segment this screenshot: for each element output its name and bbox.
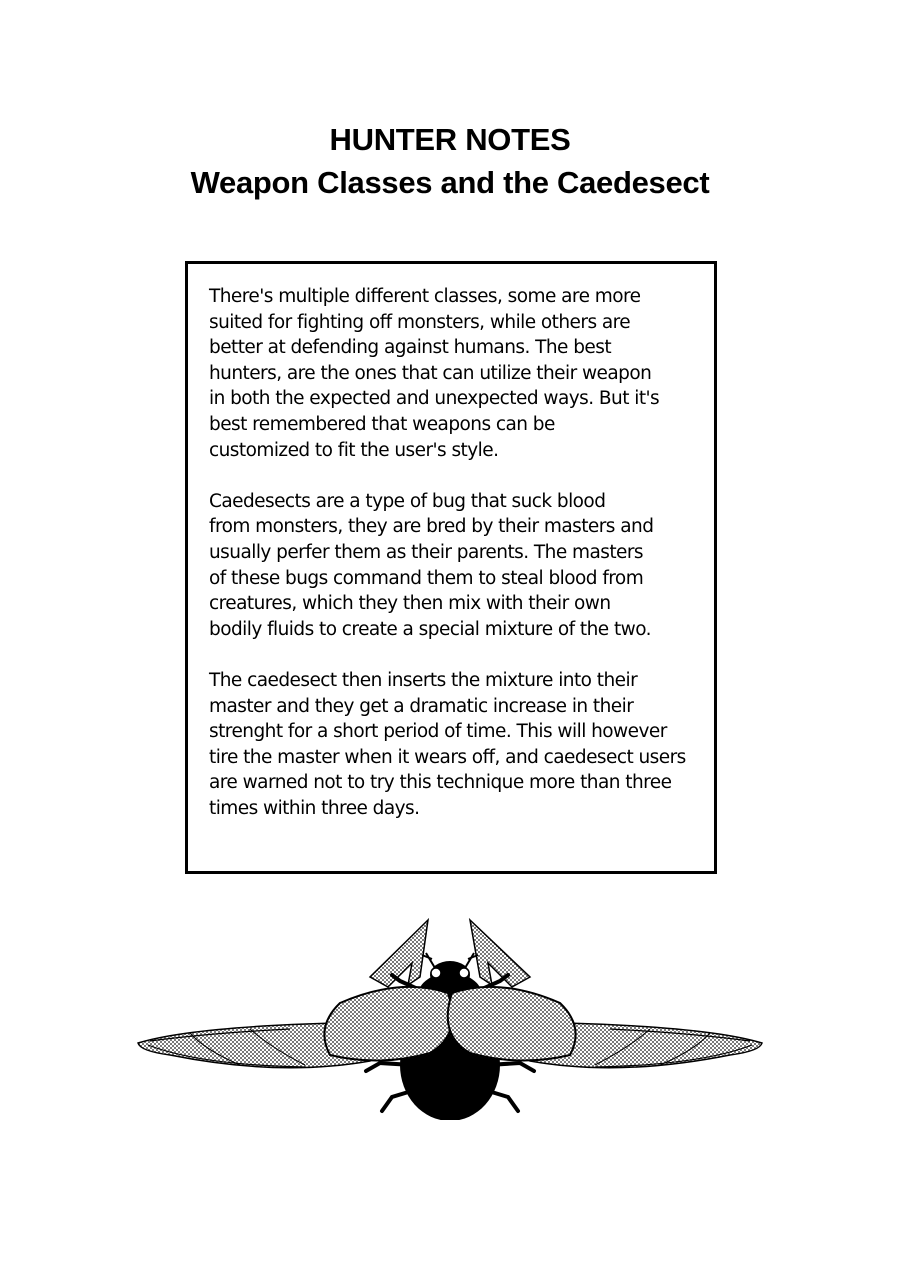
caedesect-bug-icon [130, 915, 770, 1120]
text-line: are warned not to try this technique more than three [209, 772, 672, 794]
right-horn [470, 920, 530, 987]
right-elytron [448, 987, 576, 1061]
left-horn [370, 920, 428, 987]
title-line-1: HUNTER NOTES [329, 122, 571, 157]
text-line: from monsters, they are bred by their masters and [209, 516, 654, 538]
title-line-2: Weapon Classes and the Caedesect [190, 165, 710, 200]
notes-box [185, 261, 717, 874]
text-line: in both the expected and unexpected ways. But it's [209, 388, 660, 410]
text-line: suited for fighting off monsters, while others are [209, 311, 631, 333]
paragraph-caedesects [209, 489, 709, 643]
paragraph-classes [209, 284, 709, 463]
text-line: bodily fluids to create a special mixture of the two. [209, 618, 652, 640]
text-line: hunters, are the ones that can utilize their weapon [209, 362, 652, 384]
paragraph-mixture [209, 668, 709, 822]
text-line: creatures, which they then mix with their own [209, 593, 611, 615]
left-elytron [324, 987, 452, 1061]
text-line: master and they get a dramatic increase in their [209, 695, 634, 717]
text-line: The caedesect then inserts the mixture into their [209, 669, 638, 691]
text-line: There's multiple different classes, some are more [209, 286, 641, 307]
text-line: tire the master when it wears off, and caedesect users [209, 746, 686, 768]
text-line: best remembered that weapons can be [209, 413, 555, 435]
text-line: customized to fit the user's style. [209, 439, 499, 461]
text-line: times within three days. [209, 797, 420, 819]
text-line: better at defending against humans. The best [209, 337, 612, 359]
notes-text [209, 284, 709, 847]
text-line: strenght for a short period of time. This will however [209, 721, 667, 743]
text-line: usually perfer them as their parents. The masters [209, 541, 644, 563]
text-line: of these bugs command them to steal blood from [209, 567, 644, 589]
text-line: Caedesects are a type of bug that suck blood [209, 490, 606, 512]
page-title [0, 118, 900, 204]
